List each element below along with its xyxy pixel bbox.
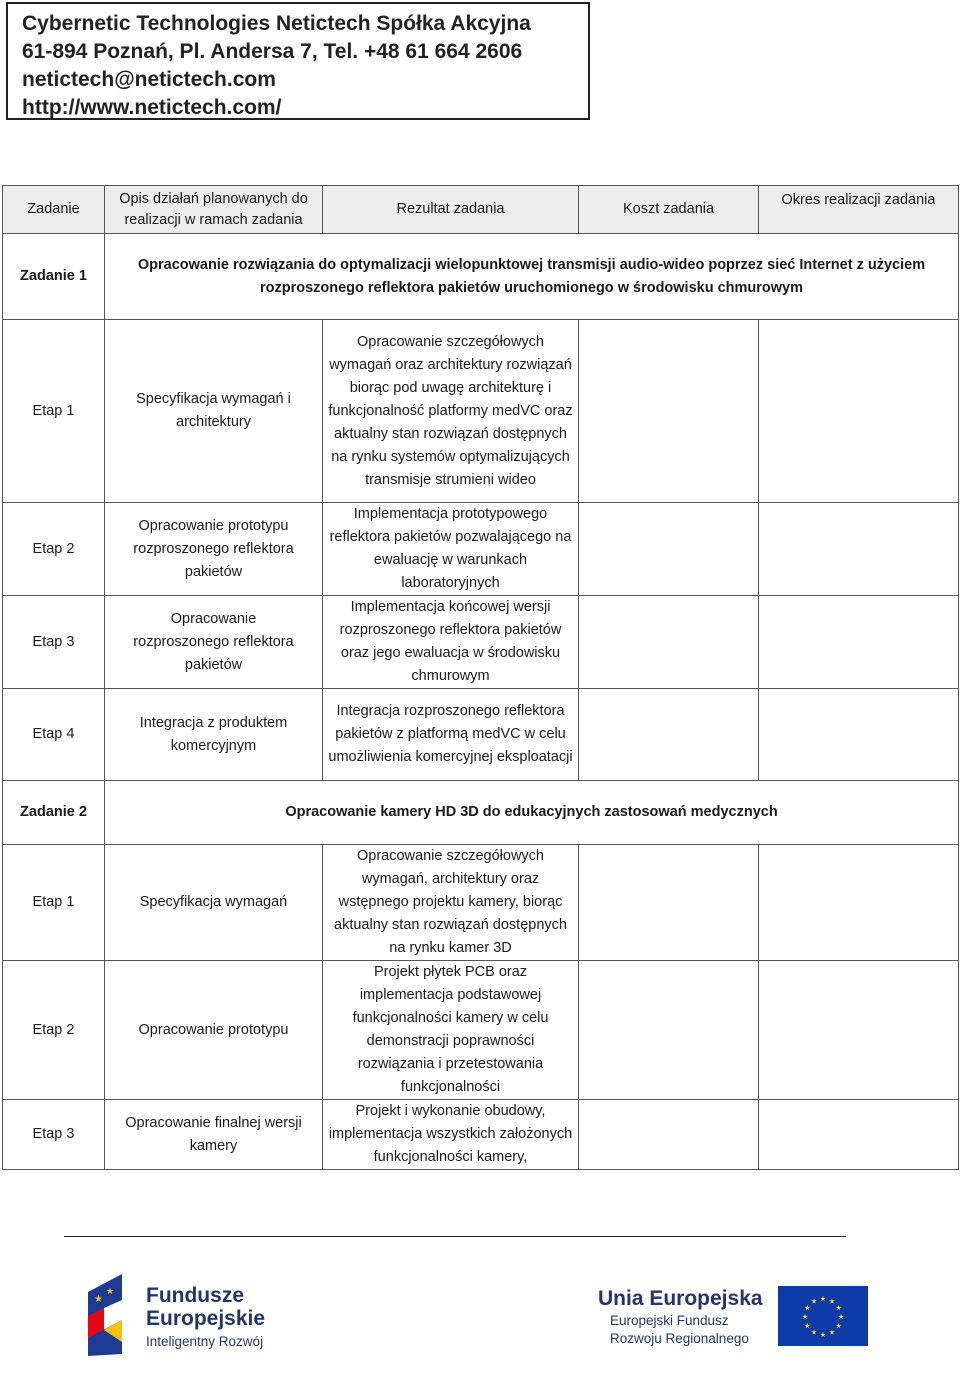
stage-cost: [579, 1100, 759, 1170]
fe-line3: Inteligentny Rozwój: [146, 1334, 264, 1349]
svg-text:★: ★: [828, 1328, 836, 1337]
stage-result: Projekt i wykonanie obudowy, implementacja wszystkich założonych funkcjonalności kamery,: [323, 1100, 579, 1170]
svg-text:★: ★: [94, 1294, 103, 1305]
ue-line2: Europejski Fundusz: [610, 1313, 729, 1328]
fe-line2: Europejskie: [146, 1307, 266, 1330]
stage-label: Etap 2: [3, 961, 105, 1100]
company-address: 61-894 Poznań, Pl. Andersa 7, Tel. +48 61 664 2606: [22, 40, 523, 63]
footer-divider: [64, 1236, 846, 1237]
stage-description: Specyfikacja wymagań: [105, 845, 323, 961]
stage-cost: [579, 845, 759, 961]
task-label: Zadanie 1: [3, 234, 105, 320]
company-name: Cybernetic Technologies Netictech Spółka Akcyjna: [22, 12, 531, 35]
stage-period: [759, 503, 959, 596]
stage-description: Opracowanie prototypu rozproszonego reflektora pakietów: [105, 503, 323, 596]
svg-text:★: ★: [801, 1313, 809, 1321]
table-header-row: [3, 186, 959, 234]
ue-line1: Unia Europejska: [598, 1287, 763, 1310]
stage-result: Implementacja prototypowego reflektora pakietów pozwalającego na ewaluację w warunkach laboratoryjnych: [323, 503, 579, 596]
header-period: Okres realizacji zadania: [759, 186, 959, 234]
stage-cost: [579, 503, 759, 596]
fundusze-europejskie-text: [146, 1284, 265, 1352]
task-row: [3, 234, 959, 320]
ue-line3: Rozwoju Regionalnego: [610, 1331, 749, 1346]
stage-period: [759, 320, 959, 503]
stage-cost: [579, 689, 759, 781]
task-title: Opracowanie rozwiązania do optymalizacji wielopunktowej transmisji audio-wideo poprzez sieć Internet z użyciem rozproszonego reflektora pakietów uruchomionego w środowisku chmurowym: [105, 234, 959, 320]
svg-text:★: ★: [835, 1322, 842, 1330]
stage-label: Etap 1: [3, 320, 105, 503]
stage-label: Etap 3: [3, 596, 105, 689]
svg-text:★: ★: [828, 1297, 836, 1306]
stage-row: [3, 689, 959, 781]
company-email[interactable]: netictech@netictech.com: [22, 68, 276, 91]
stage-period: [759, 689, 959, 781]
header-result: Rezultat zadania: [323, 186, 579, 234]
company-website[interactable]: http://www.netictech.com/: [22, 96, 282, 119]
stage-row: [3, 596, 959, 689]
stage-row: [3, 961, 959, 1100]
stage-row: [3, 845, 959, 961]
fe-line1: Fundusze: [146, 1284, 244, 1307]
stage-label: Etap 4: [3, 689, 105, 781]
unia-europejska-text: [598, 1286, 763, 1348]
svg-text:★: ★: [106, 1287, 115, 1297]
stage-row: [3, 320, 959, 503]
stage-description: Opracowanie finalnej wersji kamery: [105, 1100, 323, 1170]
stage-result: Projekt płytek PCB oraz implementacja podstawowej funkcjonalności kamery w celu demonstracji poprawności rozwiązania i przetestowania funkcjonalności: [323, 961, 579, 1100]
header-task: Zadanie: [3, 186, 105, 234]
stage-period: [759, 961, 959, 1100]
company-header: [6, 2, 590, 120]
stage-period: [759, 845, 959, 961]
stage-label: Etap 3: [3, 1100, 105, 1170]
stage-description: Integracja z produktem komercyjnym: [105, 689, 323, 781]
stage-period: [759, 596, 959, 689]
stage-result: Integracja rozproszonego reflektora pakietów z platformą medVC w celu umożliwienia komercyjnej eksploatacji: [323, 689, 579, 781]
stage-cost: [579, 320, 759, 503]
stage-cost: [579, 961, 759, 1100]
stage-description: Opracowanie rozproszonego reflektora pakietów: [105, 596, 323, 689]
header-description: Opis działań planowanych do realizacji w ramach zadania: [105, 186, 323, 234]
svg-text:★: ★: [804, 1322, 811, 1330]
stage-label: Etap 1: [3, 845, 105, 961]
schedule-table: [2, 185, 959, 1170]
stage-result: Opracowanie szczegółowych wymagań oraz architektury rozwiązań biorąc pod uwagę architekturę i funkcjonalność platformy medVC oraz aktualny stan rozwiązań dostępnych na rynku systemów optymalizujących transmisje strumieni wideo: [323, 320, 579, 503]
stage-row: [3, 503, 959, 596]
header-cost: Koszt zadania: [579, 186, 759, 234]
stage-label: Etap 2: [3, 503, 105, 596]
task-row: [3, 781, 959, 845]
svg-text:★: ★: [819, 1295, 827, 1303]
task-label: Zadanie 2: [3, 781, 105, 845]
svg-text:★: ★: [835, 1304, 842, 1312]
stage-cost: [579, 596, 759, 689]
stage-row: [3, 1100, 959, 1170]
svg-text:★: ★: [804, 1304, 811, 1312]
svg-text:★: ★: [819, 1331, 827, 1339]
stage-result: Implementacja końcowej wersji rozproszonego reflektora pakietów oraz jego ewaluacja w środowisku chmurowym: [323, 596, 579, 689]
eu-flag-icon: [778, 1286, 868, 1346]
stage-description: Specyfikacja wymagań i architektury: [105, 320, 323, 503]
svg-text:★: ★: [810, 1297, 818, 1306]
svg-text:★: ★: [810, 1328, 818, 1337]
svg-text:★: ★: [837, 1313, 845, 1321]
stage-description: Opracowanie prototypu: [105, 961, 323, 1100]
task-title: Opracowanie kamery HD 3D do edukacyjnych zastosowań medycznych: [105, 781, 959, 845]
stage-period: [759, 1100, 959, 1170]
stage-result: Opracowanie szczegółowych wymagań, architektury oraz wstępnego projektu kamery, biorąc aktualny stan rozwiązań dostępnych na rynku kamer 3D: [323, 845, 579, 961]
